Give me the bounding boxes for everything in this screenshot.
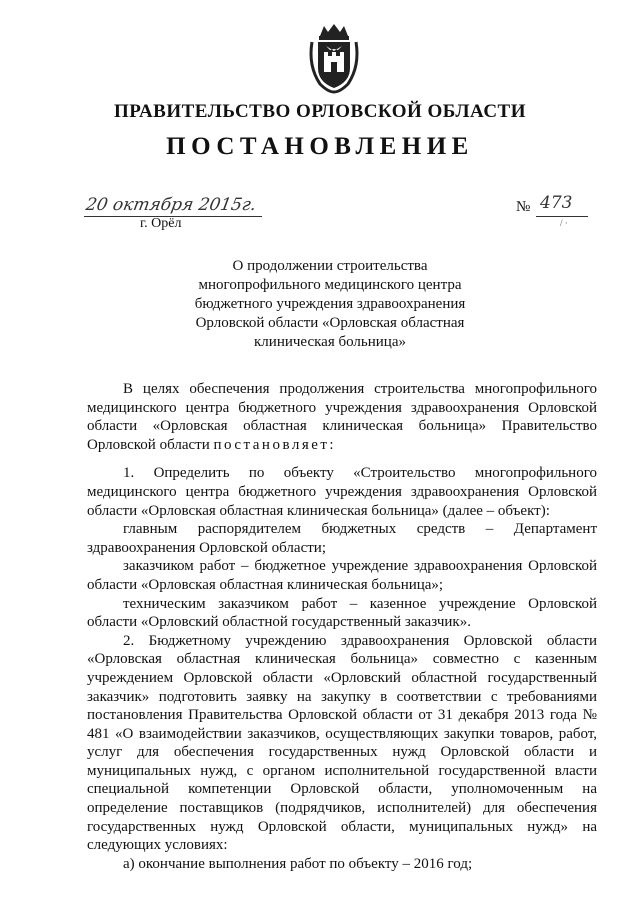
paragraph-1: 1. Определить по объекту «Строительство многопрофильного медицинского центра бюджетного учреждения здравоохранения Орловской области «Орловская областная клиническая больница» (далее – объект): bbox=[87, 465, 597, 519]
paragraph-1-main-manager: главным распорядителем бюджетных средств – Департамент здравоохранения Орловской области; bbox=[87, 521, 597, 556]
paragraph-1-customer: заказчиком работ – бюджетное учреждение здравоохранения Орловской области «Орловская областная клиническая больница»; bbox=[87, 558, 597, 593]
subject-line: многопрофильного медицинского центра bbox=[198, 277, 462, 293]
subject-line: О продолжении строительства bbox=[232, 258, 428, 274]
document-body bbox=[87, 380, 597, 873]
preamble-text: В целях обеспечения продолжения строительства многопрофильного медицинского центра бюджетного учреждения здравоохранения Орловской области «Орловская областная клиническая больница» Правительство Орловской области bbox=[87, 381, 597, 453]
number-label: № bbox=[516, 199, 531, 215]
preamble-paragraph bbox=[87, 380, 597, 454]
handwritten-date: 20 октября 2015г. bbox=[84, 195, 258, 215]
subject-line: клиническая больница» bbox=[254, 334, 406, 350]
handwritten-number: 473 bbox=[540, 193, 573, 213]
document-subject bbox=[160, 257, 500, 352]
paragraph-2: 2. Бюджетному учреждению здравоохранения Орловской области «Орловская областная клиническая больница» совместно с казенным учреждением Орловской области «Орловский областной государственный заказчик» подготовить заявку на закупку в соответствии с требованиями постановления Правительства Орловской области от 31 декабря 2013 года № 481 «О взаимодействии заказчиков, осуществляющих закупки товаров, работ, услуг для обеспечения государственных нужд Орловской области и муниципальных нужд, с органом исполнительной государственной власти специальной компетенции Орловской области, уполномоченным на определение поставщиков (подрядчиков, исполнителей) для обеспечения государственных нужд Орловской области, муниципальных нужд» на следующих условиях: bbox=[87, 632, 597, 854]
city-label: г. Орёл bbox=[140, 216, 182, 231]
subject-line: Орловской области «Орловская областная bbox=[195, 315, 465, 331]
paragraph-2a: а) окончание выполнения работ по объекту – 2016 год; bbox=[123, 855, 473, 872]
subject-line: бюджетного учреждения здравоохранения bbox=[194, 296, 466, 312]
number-underline bbox=[536, 216, 588, 217]
government-title: ПРАВИТЕЛЬСТВО ОРЛОВСКОЙ ОБЛАСТИ bbox=[113, 101, 526, 122]
resolves-word: постановляет: bbox=[213, 436, 337, 453]
oryol-oblast-coat-of-arms-icon bbox=[306, 22, 362, 94]
paragraph-1-tech-customer: техническим заказчиком работ – казенное учреждение Орловской области «Орловский областной государственный заказчик». bbox=[87, 595, 597, 631]
number-mark: / · bbox=[560, 218, 568, 228]
document-type-title: ПОСТАНОВЛЕНИЕ bbox=[166, 133, 474, 160]
